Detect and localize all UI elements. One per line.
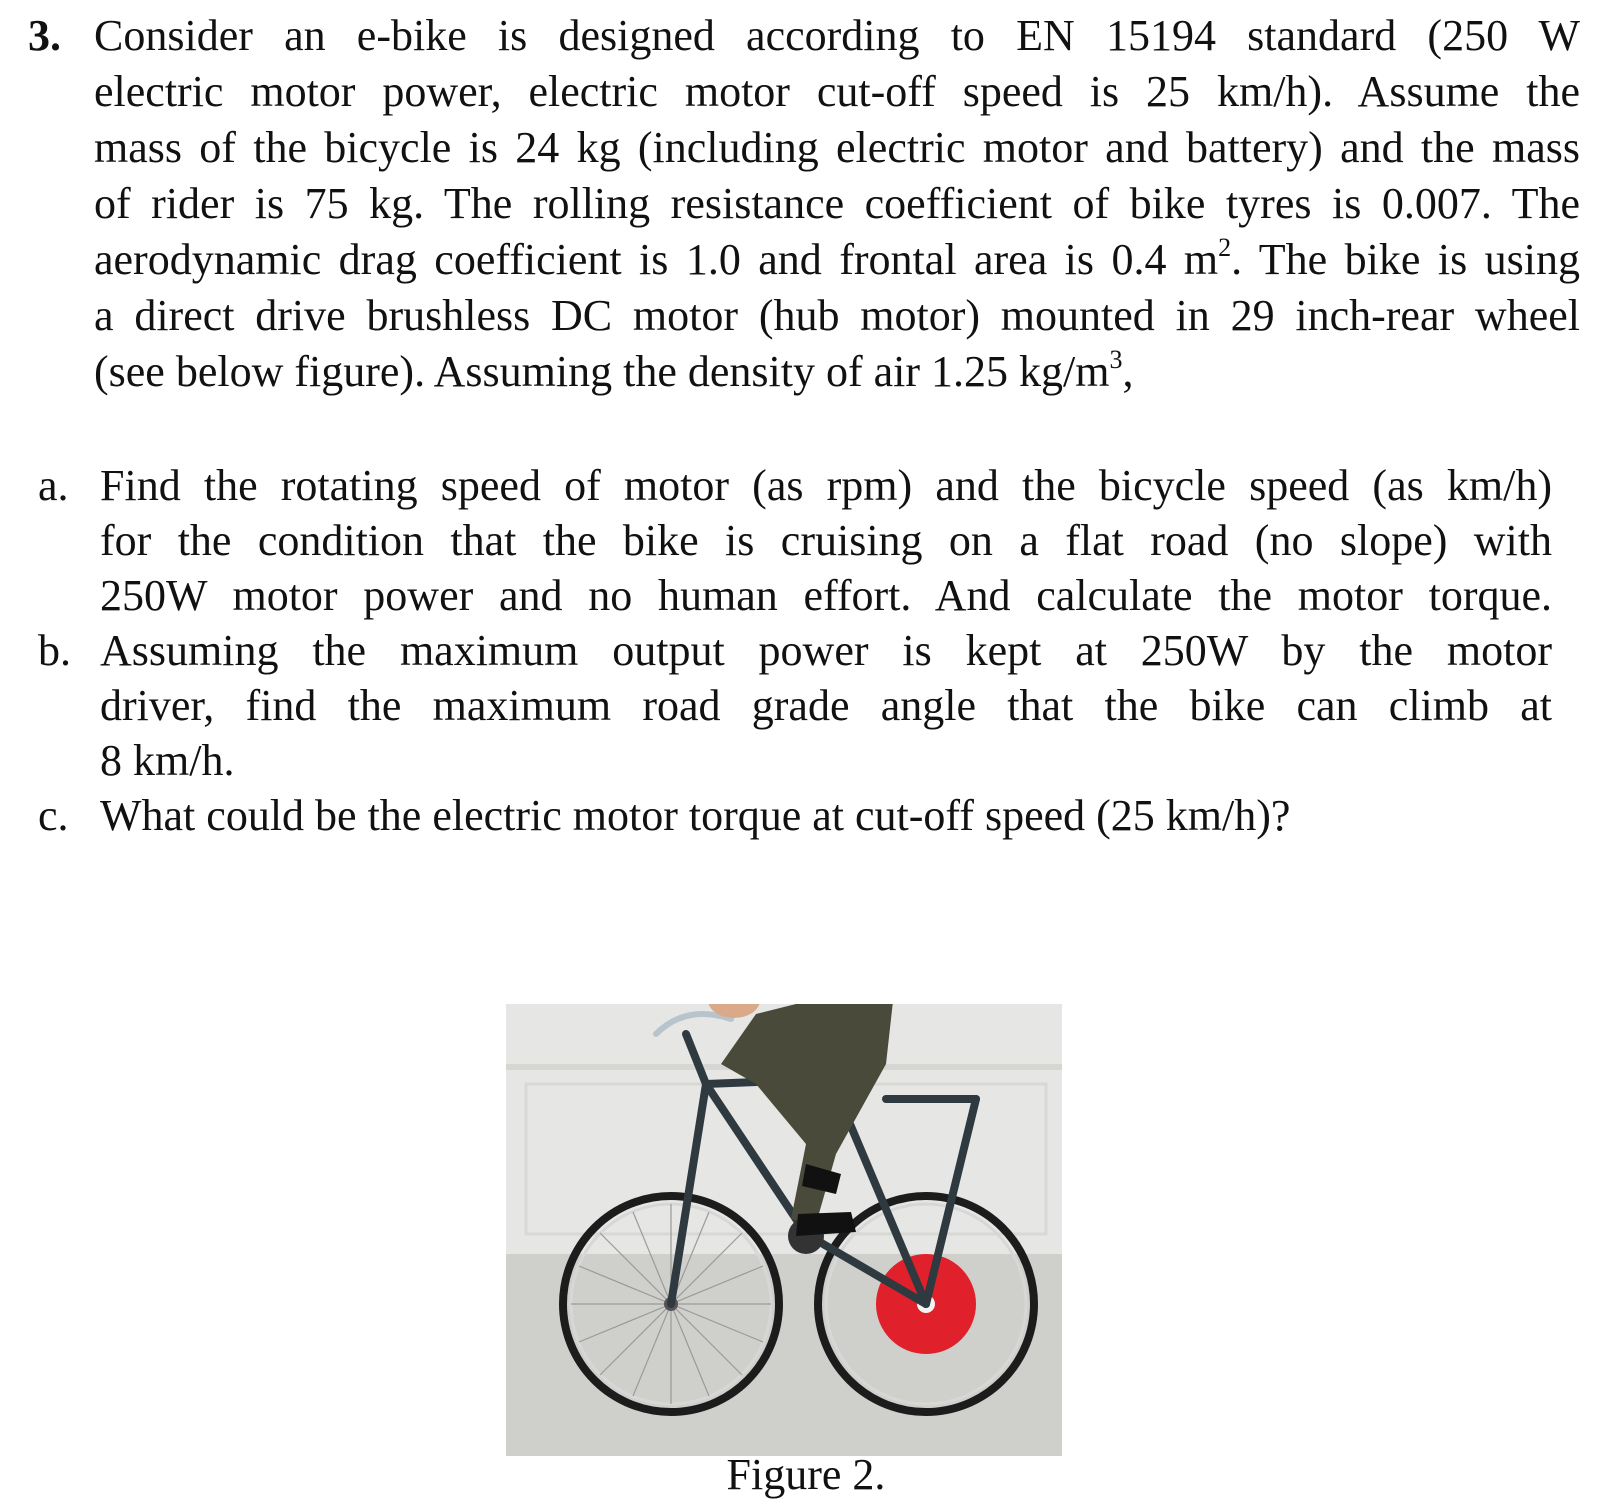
line-text: ,	[1122, 347, 1134, 396]
part-marker: a.	[38, 461, 69, 510]
question-line: mass of the bicycle is 24 kg (including electric motor and battery) and the mass	[94, 123, 1580, 172]
part-a	[28, 458, 1588, 623]
line-text: (see below figure). Assuming the density of air 1.25 kg/m	[94, 347, 1110, 396]
ground	[506, 1254, 1062, 1456]
part-marker: b.	[38, 626, 71, 675]
question-line: a direct drive brushless DC motor (hub motor) mounted in 29 inch-rear wheel	[94, 291, 1580, 340]
part-c	[28, 788, 1588, 843]
question-line	[94, 232, 1580, 288]
question-text	[94, 8, 1580, 400]
ebike-figure	[506, 1004, 1062, 1456]
part-line: What could be the electric motor torque at cut-off speed (25 km/h)?	[100, 791, 1291, 840]
question-line: Consider an e-bike is designed according to EN 15194 standard (250 W	[94, 11, 1580, 60]
part-line: Find the rotating speed of motor (as rpm) and the bicycle speed (as km/h)	[100, 461, 1552, 510]
part-line: driver, find the maximum road grade angle that the bike can climb at	[100, 681, 1552, 730]
superscript-3: 3	[1109, 345, 1123, 374]
part-line: for the condition that the bike is cruising on a flat road (no slope) with	[100, 516, 1552, 565]
part-text	[100, 458, 1552, 623]
part-b	[28, 623, 1588, 788]
part-line: 250W motor power and no human effort. And calculate the motor torque.	[100, 571, 1552, 620]
question-line: electric motor power, electric motor cut-off speed is 25 km/h). Assume the	[94, 67, 1580, 116]
part-line: 8 km/h.	[100, 736, 235, 785]
part-text	[100, 788, 1552, 843]
ebike-illustration	[506, 1004, 1062, 1456]
question-line	[94, 344, 1580, 400]
figure-caption: Figure 2.	[726, 1450, 886, 1499]
superscript-2: 2	[1218, 233, 1232, 262]
question-line: of rider is 75 kg. The rolling resistance coefficient of bike tyres is 0.007. The	[94, 179, 1580, 228]
part-marker: c.	[38, 791, 69, 840]
question-number: 3.	[28, 11, 61, 60]
sub-questions	[28, 458, 1588, 843]
rider-shoe	[796, 1212, 856, 1236]
line-text: aerodynamic drag coefficient is 1.0 and frontal area is 0.4 m	[94, 235, 1219, 284]
part-text	[100, 623, 1552, 788]
part-line: Assuming the maximum output power is kept at 250W by the motor	[100, 626, 1552, 675]
line-text: . The bike is using	[1231, 235, 1580, 284]
